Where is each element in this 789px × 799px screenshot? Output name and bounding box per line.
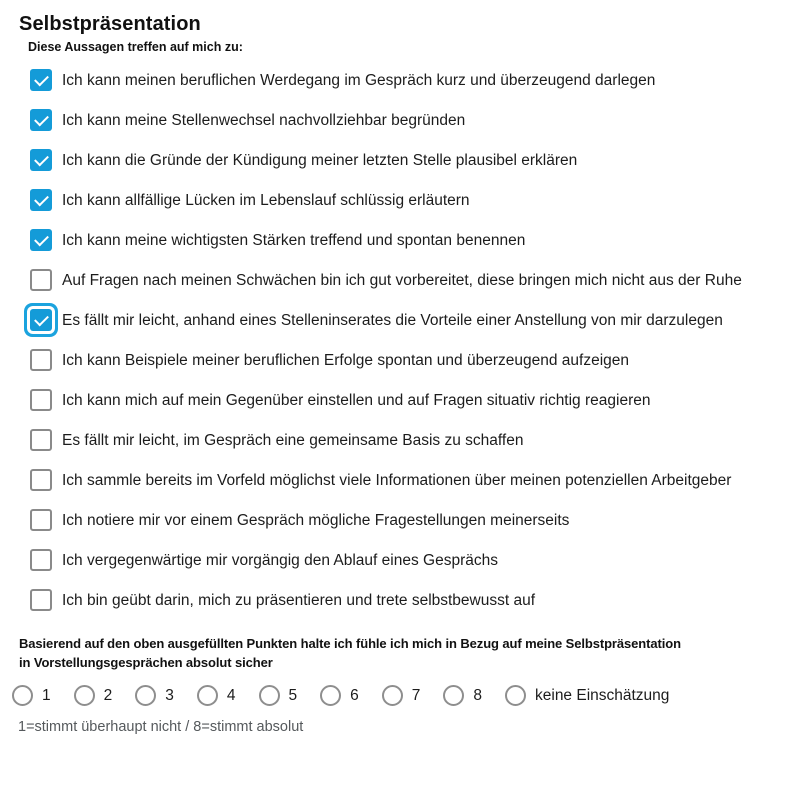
rating-legend: 1=stimmt überhaupt nicht / 8=stimmt absolut: [18, 719, 304, 735]
checkbox-checked-icon[interactable]: [30, 229, 52, 251]
radio-icon[interactable]: [320, 685, 341, 706]
checklist-instruction: Diese Aussagen treffen auf mich zu:: [28, 40, 243, 54]
checklist-row: [30, 228, 789, 253]
rating-option[interactable]: [320, 685, 359, 706]
checklist-row: [30, 428, 789, 453]
radio-label: 2: [103, 686, 113, 704]
checkbox-checked-icon[interactable]: [30, 189, 52, 211]
radio-label: 8: [473, 686, 482, 704]
radio-label: 1: [42, 686, 51, 704]
radio-icon[interactable]: [505, 685, 526, 706]
checklist-row: [30, 188, 789, 213]
rating-option[interactable]: [197, 685, 236, 706]
rating-option[interactable]: [382, 685, 421, 706]
checklist-row: [30, 108, 789, 133]
checkbox-unchecked-icon[interactable]: [30, 349, 52, 371]
rating-options: [12, 685, 789, 706]
checklist-row: [30, 68, 789, 93]
checkbox-label[interactable]: Ich notiere mir vor einem Gespräch mögliche Fragestellungen meinerseits: [62, 512, 570, 529]
checklist-row: [30, 588, 789, 613]
checkbox-unchecked-icon[interactable]: [30, 469, 52, 491]
checkbox-label[interactable]: Auf Fragen nach meinen Schwächen bin ich gut vorbereitet, diese bringen mich nicht aus der Ruhe: [62, 272, 742, 289]
checkbox-checked-icon[interactable]: [30, 149, 52, 171]
checkbox-label[interactable]: Ich sammle bereits im Vorfeld möglichst viele Informationen über meinen potenziellen Arbeitgeber: [62, 472, 732, 489]
checklist-row: [30, 148, 789, 173]
page-title: Selbstpräsentation: [19, 13, 201, 35]
checkbox-label[interactable]: Ich kann mich auf mein Gegenüber einstellen und auf Fragen situativ richtig reagieren: [62, 392, 651, 409]
checkbox-unchecked-icon[interactable]: [30, 269, 52, 291]
rating-option[interactable]: [12, 685, 51, 706]
checkbox-label[interactable]: Ich kann meinen beruflichen Werdegang im Gespräch kurz und überzeugend darlegen: [62, 72, 656, 89]
rating-question: Basierend auf den oben ausgefüllten Punkten halte ich fühle ich mich in Bezug auf meine Selbstpräsentation in Vorstellungsgesprächen absolut sicher: [19, 636, 681, 670]
checklist: [30, 68, 789, 613]
radio-icon[interactable]: [443, 685, 464, 706]
radio-label: 5: [288, 686, 298, 704]
checkbox-unchecked-icon[interactable]: [30, 429, 52, 451]
checklist-row: [30, 308, 789, 333]
radio-icon[interactable]: [197, 685, 218, 706]
radio-icon[interactable]: [12, 685, 33, 706]
radio-label: 7: [411, 686, 421, 704]
radio-icon[interactable]: [382, 685, 403, 706]
checklist-row: [30, 468, 789, 493]
checkbox-label[interactable]: Ich kann die Gründe der Kündigung meiner letzten Stelle plausibel erklären: [62, 152, 578, 169]
rating-option[interactable]: [135, 685, 174, 706]
radio-icon[interactable]: [135, 685, 156, 706]
rating-option[interactable]: [443, 685, 482, 706]
checkbox-label[interactable]: Ich bin geübt darin, mich zu präsentieren und trete selbstbewusst auf: [62, 592, 536, 609]
radio-label: keine Einschätzung: [535, 686, 670, 704]
checkbox-checked-icon[interactable]: [30, 69, 52, 91]
checkbox-checked-icon[interactable]: [30, 309, 52, 331]
radio-label: 6: [350, 686, 359, 704]
checkbox-label[interactable]: Ich kann meine wichtigsten Stärken treffend und spontan benennen: [62, 232, 526, 249]
checklist-row: [30, 348, 789, 373]
checkbox-label[interactable]: Es fällt mir leicht, anhand eines Stelleninserates die Vorteile einer Anstellung von mir darzulegen: [62, 312, 723, 329]
rating-option[interactable]: [74, 685, 113, 706]
checkbox-label[interactable]: Es fällt mir leicht, im Gespräch eine gemeinsame Basis zu schaffen: [62, 432, 524, 449]
checkbox-unchecked-icon[interactable]: [30, 389, 52, 411]
radio-icon[interactable]: [259, 685, 280, 706]
checklist-row: [30, 388, 789, 413]
checkbox-label[interactable]: Ich kann Beispiele meiner beruflichen Erfolge spontan und überzeugend aufzeigen: [62, 352, 629, 369]
checkbox-unchecked-icon[interactable]: [30, 549, 52, 571]
checklist-row: [30, 508, 789, 533]
checkbox-unchecked-icon[interactable]: [30, 509, 52, 531]
rating-option[interactable]: [259, 685, 298, 706]
checklist-row: [30, 548, 789, 573]
radio-icon[interactable]: [74, 685, 95, 706]
checkbox-label[interactable]: Ich vergegenwärtige mir vorgängig den Ablauf eines Gesprächs: [62, 552, 498, 569]
checkbox-label[interactable]: Ich kann allfällige Lücken im Lebenslauf schlüssig erläutern: [62, 192, 470, 209]
rating-option[interactable]: [505, 685, 669, 706]
checkbox-checked-icon[interactable]: [30, 109, 52, 131]
checkbox-label[interactable]: Ich kann meine Stellenwechsel nachvollziehbar begründen: [62, 112, 466, 129]
radio-label: 3: [165, 686, 174, 704]
radio-label: 4: [226, 686, 236, 704]
checkbox-unchecked-icon[interactable]: [30, 589, 52, 611]
checklist-row: [30, 268, 789, 293]
